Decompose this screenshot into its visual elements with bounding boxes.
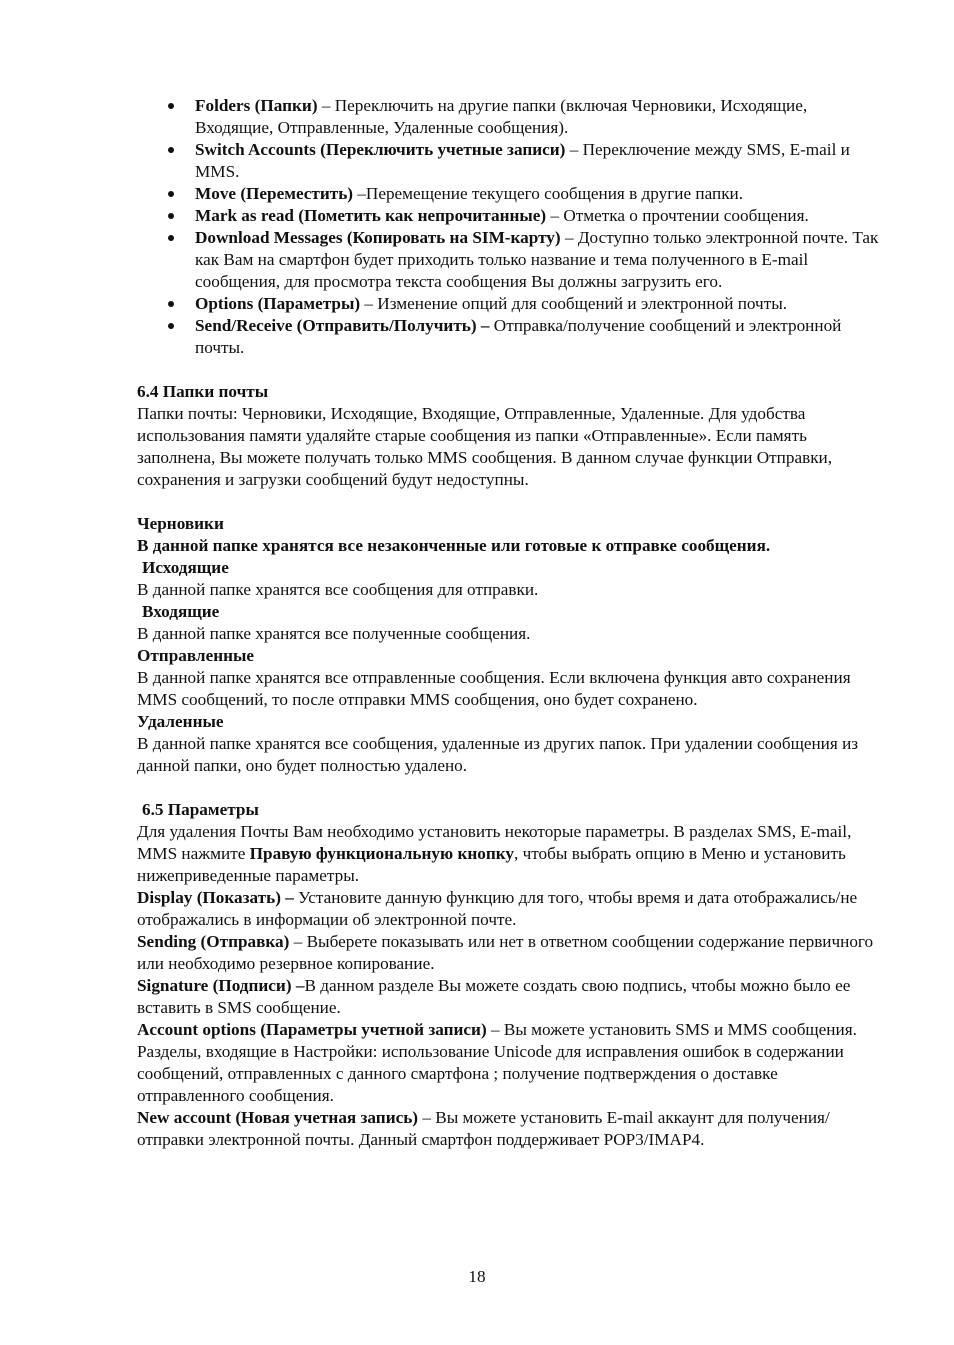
section-heading: 6.5 Параметры: [142, 800, 259, 819]
folder-text-drafts: В данной папке хранятся все незаконченные или готовые к отправке сообщения.: [137, 536, 771, 555]
bullet-icon: [168, 103, 174, 109]
bullet-icon: [168, 213, 174, 219]
bullet-icon: [168, 301, 174, 307]
folder-heading-sent: Отправленные: [137, 646, 255, 665]
parameter-item: Signature (Подписи) –В данном разделе Вы можете создать свою подпись, чтобы можно было ее вставить в SMS сообщение.: [137, 976, 851, 1017]
list-item: Move (Переместить) –Перемещение текущего сообщения в другие папки.: [137, 183, 887, 205]
paragraph: Папки почты: Черновики, Исходящие, Входящие, Отправленные, Удаленные. Для удобства использования памяти удаляйте старые сообщения из папки «Отправленные». Если память заполнена, Вы можете получать только MMS сообщения. В данном случае функции Отправки, сохранения и загрузки сообщений будут недоступны.: [137, 404, 833, 489]
folder-heading-inbox: Входящие: [142, 602, 220, 621]
folder-text-outbox: В данной папке хранятся все сообщения для отправки.: [137, 580, 539, 599]
document-page: [137, 95, 887, 1151]
parameter-item: Display (Показать) – Установите данную функцию для того, чтобы время и дата отображались/не отображались в информации об электронной почте.: [137, 888, 858, 929]
paragraph: Для удаления Почты Вам необходимо установить некоторые параметры. В разделах SMS, E-mail, MMS нажмите Правую функциональную кнопку, чтобы выбрать опцию в Меню и установить нижеприведенные параметры.: [137, 822, 852, 885]
folder-text-deleted: В данной папке хранятся все сообщения, удаленные из других папок. При удалении сообщения из данной папки, оно будет полностью удалено.: [137, 734, 859, 775]
folder-heading-drafts: Черновики: [137, 514, 224, 533]
bullet-icon: [168, 147, 174, 153]
folder-heading-deleted: Удаленные: [137, 712, 224, 731]
bullet-icon: [168, 323, 174, 329]
list-item: Switch Accounts (Переключить учетные записи) – Переключение между SMS, E-mail и MMS.: [137, 139, 887, 183]
folders-descriptions: [137, 513, 887, 777]
list-item: Mark as read (Пометить как непрочитанные) – Отметка о прочтении сообщения.: [137, 205, 887, 227]
list-item: Folders (Папки) – Переключить на другие папки (включая Черновики, Исходящие, Входящие, Отправленные, Удаленные сообщения).: [137, 95, 887, 139]
bullet-icon: [168, 235, 174, 241]
parameter-item: New account (Новая учетная запись) – Вы можете установить E-mail аккаунт для получения/отправки электронной почты. Данный смартфон поддерживает POP3/IMAP4.: [137, 1108, 830, 1149]
list-item: Download Messages (Копировать на SIM-карту) – Доступно только электронной почте. Так как Вам на смартфон будет приходить только название и тема полученного в E-mail сообщения, для просмотра текста сообщения Вы должны загрузить его.: [137, 227, 887, 293]
section-heading: 6.4 Папки почты: [137, 382, 269, 401]
page-number: 18: [468, 1267, 486, 1286]
parameter-item: Account options (Параметры учетной записи) – Вы можете установить SMS и MMS сообщения. Разделы, входящие в Настройки: использование Unicode для исправления ошибок в содержании сообщений, отправленных с данного смартфона ; получение подтверждения о доставке отправленного сообщения.: [137, 1020, 857, 1105]
section-mail-folders: [137, 381, 887, 491]
parameter-item: Sending (Отправка) – Выберете показывать или нет в ответном сообщении содержание первичного или необходимо резервное копирование.: [137, 932, 874, 973]
bullet-icon: [168, 191, 174, 197]
section-parameters: [137, 799, 887, 1151]
folder-text-sent: В данной папке хранятся все отправленные сообщения. Если включена функция авто сохранения MMS сообщений, то после отправки MMS сообщения, оно будет сохранено.: [137, 668, 851, 709]
folder-heading-outbox: Исходящие: [142, 558, 229, 577]
menu-options-list: [137, 95, 887, 359]
list-item: Send/Receive (Отправить/Получить) – Отправка/получение сообщений и электронной почты.: [137, 315, 887, 359]
folder-text-inbox: В данной папке хранятся все полученные сообщения.: [137, 624, 531, 643]
list-item: Options (Параметры) – Изменение опций для сообщений и электронной почты.: [137, 293, 887, 315]
